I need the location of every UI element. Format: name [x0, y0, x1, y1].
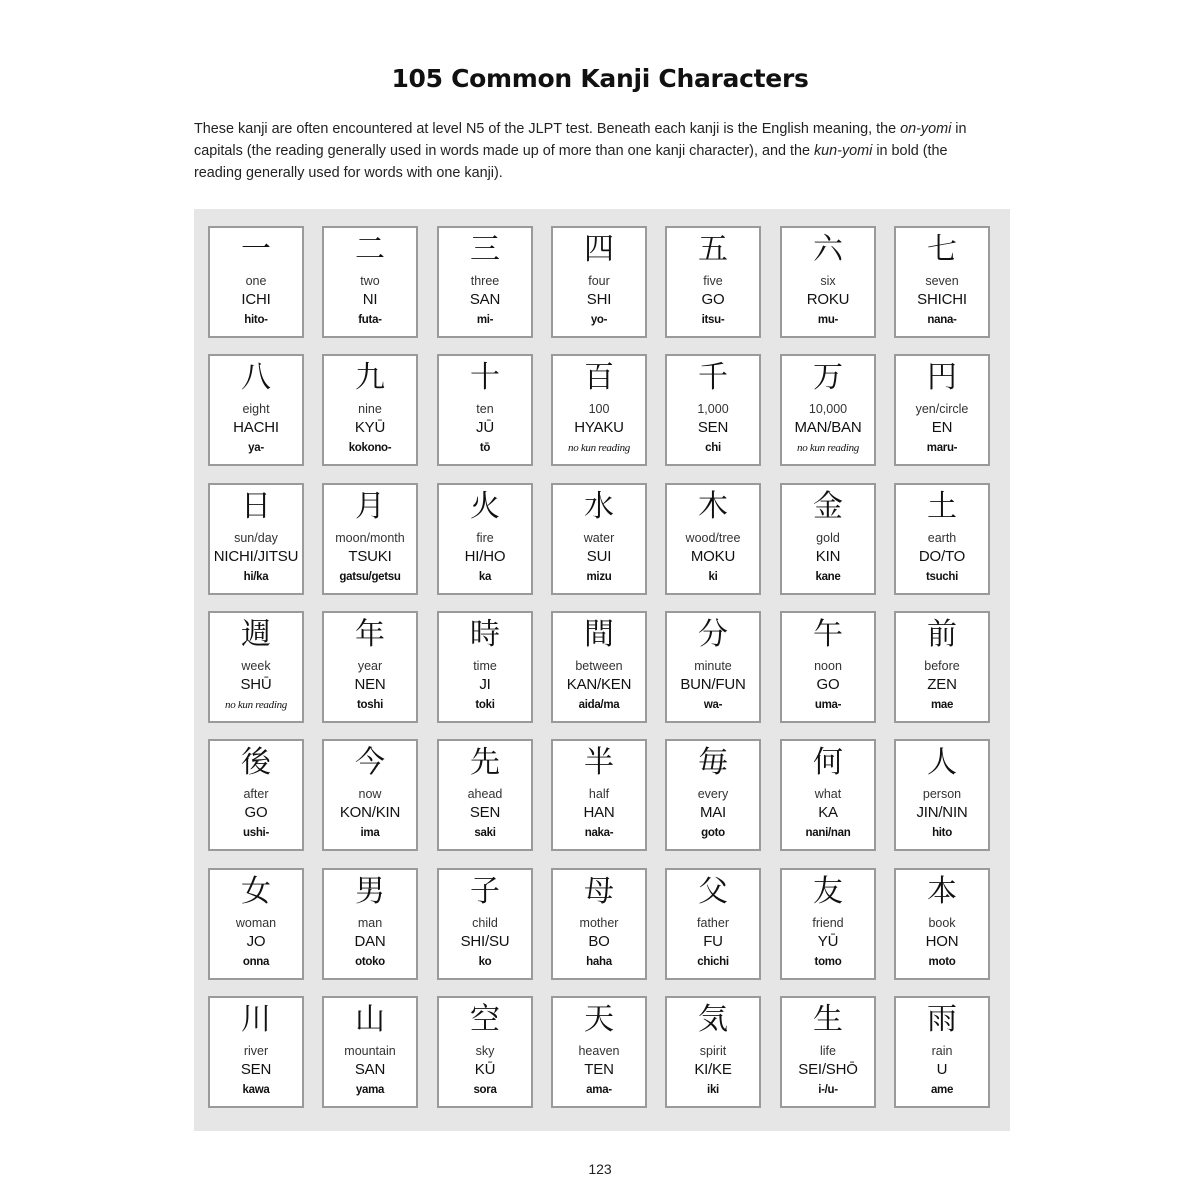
kanji-card — [208, 483, 304, 595]
kanji-character: 五 — [698, 232, 728, 267]
kanji-character: 十 — [470, 360, 500, 395]
kanji-meaning: every — [697, 787, 729, 801]
kanji-character: 今 — [355, 745, 385, 780]
kanji-on-yomi: KON/KIN — [339, 804, 401, 821]
kanji-on-yomi: ROKU — [806, 291, 850, 308]
kanji-meaning: moon/month — [335, 531, 405, 545]
kanji-kun-yomi: no kun reading — [797, 442, 859, 454]
kanji-character: 時 — [470, 617, 500, 652]
kanji-kun-yomi: tsuchi — [925, 571, 959, 583]
kanji-character: 何 — [813, 745, 843, 780]
kanji-kun-yomi: sora — [473, 1084, 497, 1096]
kanji-character: 円 — [927, 360, 957, 395]
kanji-meaning: sun/day — [234, 531, 278, 545]
kanji-card — [665, 226, 761, 338]
kanji-card — [322, 354, 418, 466]
kanji-kun-yomi: nana- — [927, 314, 957, 326]
kanji-character: 分 — [698, 617, 728, 652]
kanji-card — [208, 354, 304, 466]
kanji-on-yomi: KAN/KEN — [566, 676, 632, 693]
kanji-character: 気 — [698, 1002, 728, 1037]
kanji-on-yomi: NEN — [354, 676, 386, 693]
kanji-card — [322, 868, 418, 980]
kanji-card — [208, 996, 304, 1108]
kanji-kun-yomi: maru- — [926, 442, 958, 454]
kanji-on-yomi: HI/HO — [464, 548, 506, 565]
kanji-meaning: sky — [475, 1044, 495, 1058]
kanji-meaning: gold — [816, 531, 840, 545]
kanji-card — [437, 996, 533, 1108]
kanji-character: 月 — [355, 489, 385, 524]
kanji-on-yomi: BUN/FUN — [680, 676, 746, 693]
kanji-kun-yomi: tō — [479, 442, 491, 454]
kanji-character: 天 — [584, 1002, 614, 1037]
kanji-on-yomi: SAN — [354, 1061, 386, 1078]
kanji-meaning: water — [583, 531, 615, 545]
kanji-meaning: now — [358, 787, 382, 801]
kanji-kun-yomi: hi/ka — [243, 571, 269, 583]
kanji-on-yomi: TEN — [584, 1061, 614, 1078]
kanji-kun-yomi: wa- — [703, 699, 723, 711]
kanji-meaning: mountain — [344, 1044, 396, 1058]
kanji-on-yomi: SEN — [697, 419, 729, 436]
kanji-card — [437, 483, 533, 595]
kanji-card — [894, 483, 990, 595]
kanji-on-yomi: NI — [362, 291, 378, 308]
kanji-card — [780, 996, 876, 1108]
kanji-character: 百 — [584, 360, 614, 395]
kanji-on-yomi: HAN — [583, 804, 615, 821]
kanji-kun-yomi: hito — [932, 827, 952, 839]
kanji-kun-yomi: mizu — [586, 571, 612, 583]
kanji-on-yomi: SHŪ — [240, 676, 272, 693]
kanji-on-yomi: KA — [818, 804, 838, 821]
kanji-meaning: two — [360, 274, 380, 288]
kanji-character: 六 — [813, 232, 843, 267]
kanji-kun-yomi: yama — [355, 1084, 385, 1096]
page-title: 105 Common Kanji Characters — [391, 64, 809, 93]
kanji-meaning: rain — [931, 1044, 953, 1058]
kanji-kun-yomi: toki — [475, 699, 495, 711]
kanji-character: 毎 — [698, 745, 728, 780]
kanji-kun-yomi: chi — [705, 442, 721, 454]
kanji-meaning: half — [588, 787, 610, 801]
kanji-kun-yomi: chichi — [697, 956, 729, 968]
kanji-card — [780, 226, 876, 338]
kanji-card — [437, 739, 533, 851]
kanji-character: 間 — [584, 617, 614, 652]
intro-text-3: in bold (the reading generally used for words with one kanji). — [194, 143, 948, 181]
kanji-card — [780, 739, 876, 851]
kanji-character: 四 — [584, 232, 614, 267]
kanji-character: 九 — [355, 360, 385, 395]
kanji-card — [551, 483, 647, 595]
kanji-meaning: river — [243, 1044, 269, 1058]
kanji-on-yomi: HON — [925, 933, 959, 950]
kanji-card — [208, 868, 304, 980]
kanji-character: 八 — [241, 360, 271, 395]
kanji-on-yomi: JŪ — [476, 419, 494, 436]
kanji-on-yomi: KI/KE — [694, 1061, 732, 1078]
kanji-meaning: eight — [242, 402, 270, 416]
kanji-meaning: what — [814, 787, 842, 801]
kanji-kun-yomi: no kun reading — [568, 442, 630, 454]
kanji-meaning: fire — [476, 531, 494, 545]
kanji-on-yomi: HYAKU — [574, 419, 624, 436]
kanji-card — [780, 354, 876, 466]
kanji-character: 日 — [241, 489, 271, 524]
kanji-meaning: mother — [579, 916, 619, 930]
kanji-on-yomi: YŪ — [817, 933, 839, 950]
kanji-meaning: woman — [235, 916, 277, 930]
kanji-on-yomi: SEI/SHŌ — [798, 1061, 858, 1078]
kanji-on-yomi: FU — [703, 933, 723, 950]
kanji-kun-yomi: kane — [815, 571, 841, 583]
kanji-character: 午 — [813, 617, 843, 652]
kanji-character: 週 — [241, 617, 271, 652]
kanji-kun-yomi: tomo — [814, 956, 842, 968]
kanji-kun-yomi: nani/nan — [805, 827, 851, 839]
kanji-card — [665, 483, 761, 595]
kanji-character: 土 — [927, 489, 957, 524]
kanji-card — [322, 739, 418, 851]
kanji-character: 母 — [584, 874, 614, 909]
kanji-meaning: heaven — [578, 1044, 620, 1058]
kanji-meaning: minute — [694, 659, 732, 673]
kanji-kun-yomi: saki — [474, 827, 496, 839]
kanji-kun-yomi: ka — [478, 571, 492, 583]
kanji-meaning: 10,000 — [808, 402, 848, 416]
kanji-kun-yomi: goto — [701, 827, 725, 839]
kanji-on-yomi: KYŪ — [354, 419, 386, 436]
kanji-card — [780, 868, 876, 980]
kanji-card — [208, 739, 304, 851]
kanji-kun-yomi: onna — [242, 956, 270, 968]
kanji-character: 年 — [355, 617, 385, 652]
kanji-character: 後 — [241, 745, 271, 780]
kanji-on-yomi: SHICHI — [917, 291, 967, 308]
kanji-kun-yomi: otoko — [355, 956, 385, 968]
kanji-meaning: before — [924, 659, 960, 673]
kanji-meaning: person — [922, 787, 962, 801]
kanji-meaning: time — [473, 659, 497, 673]
kanji-on-yomi: GO — [244, 804, 268, 821]
kanji-on-yomi: SAN — [469, 291, 501, 308]
kanji-character: 一 — [241, 232, 271, 267]
kanji-character: 半 — [584, 745, 614, 780]
kanji-card — [551, 611, 647, 723]
kanji-character: 人 — [927, 745, 957, 780]
kanji-card — [551, 739, 647, 851]
kanji-card — [665, 354, 761, 466]
kanji-card — [551, 354, 647, 466]
kanji-card — [665, 868, 761, 980]
kanji-meaning: seven — [925, 274, 959, 288]
kanji-card — [437, 868, 533, 980]
kanji-meaning: after — [243, 787, 269, 801]
kanji-meaning: man — [357, 916, 383, 930]
kanji-kun-yomi: ko — [478, 956, 492, 968]
kanji-meaning: ten — [476, 402, 494, 416]
kanji-card — [665, 611, 761, 723]
kanji-character: 子 — [470, 874, 500, 909]
kanji-character: 雨 — [927, 1002, 957, 1037]
kanji-on-yomi: MAN/BAN — [794, 419, 862, 436]
kanji-kun-yomi: hito- — [244, 314, 268, 326]
kanji-meaning: nine — [358, 402, 382, 416]
kanji-meaning: noon — [814, 659, 842, 673]
kanji-character: 三 — [470, 232, 500, 267]
kanji-meaning: earth — [927, 531, 957, 545]
kanji-kun-yomi: moto — [928, 956, 956, 968]
kanji-on-yomi: SHI/SU — [460, 933, 510, 950]
kanji-meaning: three — [470, 274, 500, 288]
intro-text-1: These kanji are often encountered at level N5 of the JLPT test. Beneath each kanji is the English meaning, the — [194, 121, 901, 137]
kanji-meaning: wood/tree — [685, 531, 741, 545]
kanji-kun-yomi: ki — [708, 571, 718, 583]
kanji-card — [894, 739, 990, 851]
kanji-kun-yomi: mu- — [817, 314, 839, 326]
kanji-character: 男 — [355, 874, 385, 909]
kanji-on-yomi: KIN — [815, 548, 841, 565]
on-yomi-term: on-yomi — [900, 121, 952, 137]
kanji-character: 二 — [355, 232, 385, 267]
kanji-kun-yomi: no kun reading — [225, 699, 287, 711]
kanji-on-yomi: MAI — [699, 804, 727, 821]
kanji-character: 空 — [470, 1002, 500, 1037]
kanji-meaning: 100 — [588, 402, 610, 416]
kanji-kun-yomi: toshi — [357, 699, 383, 711]
kanji-on-yomi: MOKU — [690, 548, 736, 565]
kanji-card — [551, 996, 647, 1108]
kanji-card — [322, 483, 418, 595]
intro-paragraph — [194, 118, 994, 184]
kanji-card — [894, 611, 990, 723]
kanji-kun-yomi: ame — [930, 1084, 954, 1096]
kanji-character: 金 — [813, 489, 843, 524]
kanji-meaning: 1,000 — [697, 402, 729, 416]
kanji-card — [322, 611, 418, 723]
kanji-kun-yomi: ama- — [586, 1084, 612, 1096]
kanji-character: 友 — [813, 874, 843, 909]
kanji-on-yomi: SHI — [586, 291, 612, 308]
kanji-on-yomi: SEN — [240, 1061, 272, 1078]
kanji-card — [551, 868, 647, 980]
kanji-character: 父 — [698, 874, 728, 909]
kanji-card — [208, 226, 304, 338]
kanji-kun-yomi: i-/u- — [818, 1084, 838, 1096]
kanji-on-yomi: JI — [479, 676, 491, 693]
kanji-meaning: book — [928, 916, 956, 930]
kanji-meaning: spirit — [699, 1044, 727, 1058]
kanji-kun-yomi: kawa — [242, 1084, 270, 1096]
kanji-kun-yomi: kokono- — [348, 442, 392, 454]
kanji-on-yomi: DO/TO — [918, 548, 966, 565]
kanji-on-yomi: HACHI — [233, 419, 279, 436]
kanji-on-yomi: DAN — [354, 933, 386, 950]
kanji-card — [665, 996, 761, 1108]
kanji-card — [322, 226, 418, 338]
kanji-on-yomi: JIN/NIN — [916, 804, 968, 821]
kanji-on-yomi: NICHI/JITSU — [213, 548, 299, 565]
intro-text-2: in capitals (the reading generally used in words made up of more than one kanji character), and the — [194, 121, 967, 159]
kanji-card — [894, 996, 990, 1108]
kanji-meaning: five — [703, 274, 723, 288]
kanji-meaning: life — [820, 1044, 836, 1058]
kanji-kun-yomi: ushi- — [243, 827, 269, 839]
kanji-grid — [194, 209, 1010, 1131]
kun-yomi-term: kun-yomi — [813, 143, 873, 159]
kanji-card — [437, 611, 533, 723]
kanji-card — [437, 354, 533, 466]
kanji-character: 女 — [241, 874, 271, 909]
kanji-character: 水 — [584, 489, 614, 524]
kanji-meaning: year — [357, 659, 383, 673]
kanji-card — [437, 226, 533, 338]
kanji-kun-yomi: uma- — [814, 699, 842, 711]
kanji-on-yomi: TSUKI — [348, 548, 392, 565]
kanji-kun-yomi: iki — [707, 1084, 719, 1096]
kanji-kun-yomi: itsu- — [701, 314, 725, 326]
kanji-character: 万 — [813, 360, 843, 395]
kanji-card — [894, 226, 990, 338]
kanji-kun-yomi: aida/ma — [578, 699, 620, 711]
kanji-character: 前 — [927, 617, 957, 652]
kanji-on-yomi: SEN — [469, 804, 501, 821]
kanji-on-yomi: EN — [931, 419, 953, 436]
kanji-meaning: yen/circle — [915, 402, 969, 416]
kanji-character: 七 — [927, 232, 957, 267]
kanji-card — [780, 483, 876, 595]
kanji-kun-yomi: haha — [586, 956, 612, 968]
kanji-on-yomi: BO — [588, 933, 610, 950]
kanji-card — [665, 739, 761, 851]
kanji-meaning: child — [472, 916, 498, 930]
kanji-on-yomi: GO — [701, 291, 725, 308]
kanji-kun-yomi: ya- — [248, 442, 264, 454]
kanji-on-yomi: KŪ — [474, 1061, 496, 1078]
kanji-card — [322, 996, 418, 1108]
kanji-character: 本 — [927, 874, 957, 909]
kanji-card — [894, 354, 990, 466]
kanji-meaning: four — [588, 274, 610, 288]
kanji-on-yomi: GO — [816, 676, 840, 693]
kanji-meaning: week — [241, 659, 271, 673]
kanji-kun-yomi: mi- — [476, 314, 494, 326]
kanji-kun-yomi: ima — [360, 827, 380, 839]
kanji-kun-yomi: mae — [930, 699, 954, 711]
kanji-character: 火 — [470, 489, 500, 524]
kanji-character: 山 — [355, 1002, 385, 1037]
kanji-character: 生 — [813, 1002, 843, 1037]
kanji-character: 千 — [698, 360, 728, 395]
kanji-card — [780, 611, 876, 723]
page-number: 123 — [588, 1161, 612, 1177]
kanji-character: 木 — [698, 489, 728, 524]
kanji-kun-yomi: futa- — [358, 314, 382, 326]
kanji-on-yomi: SUI — [586, 548, 612, 565]
kanji-meaning: ahead — [467, 787, 503, 801]
kanji-kun-yomi: naka- — [584, 827, 614, 839]
kanji-card — [551, 226, 647, 338]
kanji-meaning: between — [575, 659, 623, 673]
kanji-on-yomi: JO — [246, 933, 266, 950]
kanji-on-yomi: U — [936, 1061, 948, 1078]
kanji-character: 川 — [241, 1002, 271, 1037]
kanji-kun-yomi: yo- — [590, 314, 608, 326]
kanji-meaning: father — [697, 916, 729, 930]
kanji-meaning: friend — [812, 916, 844, 930]
kanji-kun-yomi: gatsu/getsu — [339, 571, 401, 583]
kanji-on-yomi: ICHI — [241, 291, 271, 308]
kanji-meaning: six — [820, 274, 836, 288]
kanji-on-yomi: ZEN — [927, 676, 957, 693]
kanji-meaning: one — [245, 274, 267, 288]
kanji-character: 先 — [470, 745, 500, 780]
kanji-card — [208, 611, 304, 723]
kanji-card — [894, 868, 990, 980]
